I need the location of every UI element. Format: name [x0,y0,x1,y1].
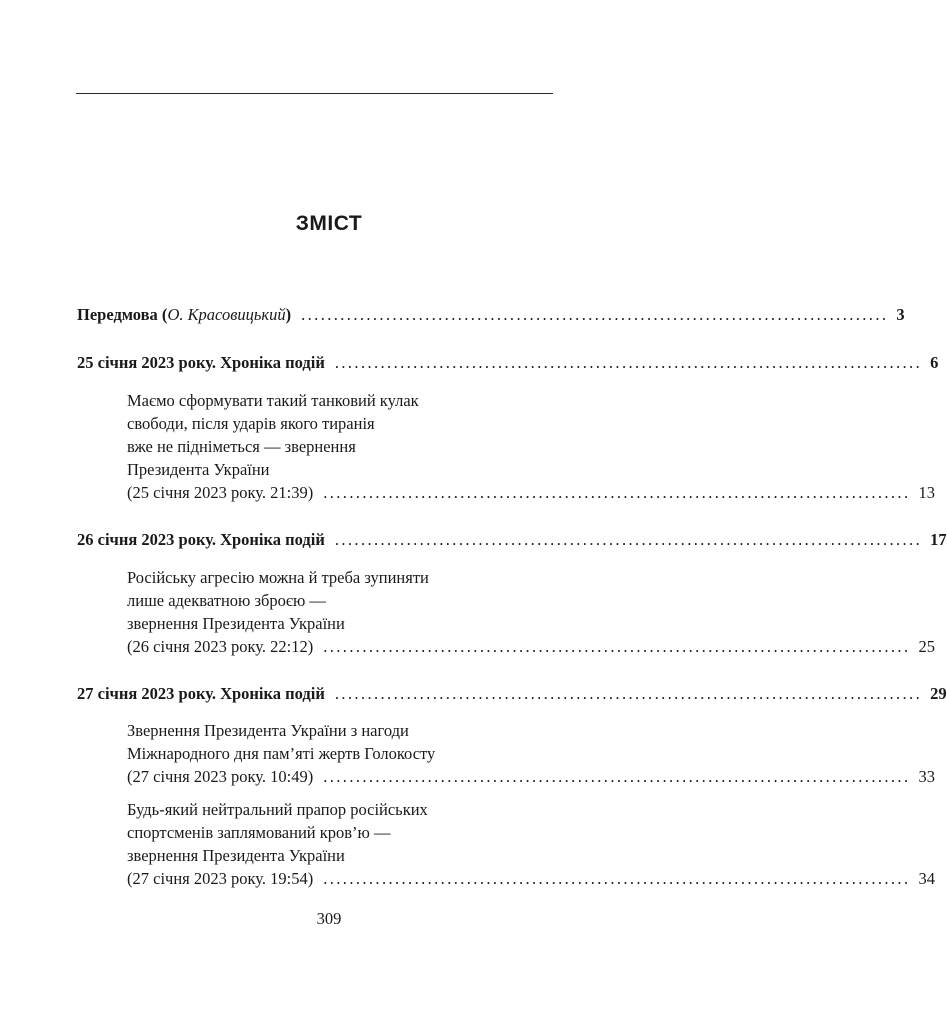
toc-subentry-line: Президента України [127,460,270,479]
toc-subentry[interactable] [127,798,935,890]
toc-entry-page: 13 [918,483,935,502]
toc-subentry-line: вже не підніметься — звернення [127,437,356,456]
toc-entry-jan-27[interactable] [77,682,947,705]
toc-subentry-line: лише адекватною зброєю — [127,591,326,610]
toc-subentry-line: спортсменів заплямований кров’ю — [127,823,391,842]
toc-entry-preface[interactable] [77,303,905,326]
dot-leader: .......................................................................................... [334,530,923,549]
toc-entry-page: 3 [896,305,905,324]
toc-subentry[interactable] [127,389,935,504]
toc-subentry-line: звернення Президента України [127,614,345,633]
toc-entry-jan-25[interactable] [77,351,939,374]
dot-leader: .......................................................................................... [323,483,911,502]
toc-subentry-line: звернення Президента України [127,846,345,865]
toc-entry-title: 25 січня 2023 року. Хроніка подій [77,353,325,372]
dot-leader: .......................................................................................... [323,767,911,786]
dot-leader: .......................................................................................... [334,353,923,372]
toc-entry-title: 27 січня 2023 року. Хроніка подій [77,684,325,703]
toc-entry-title-text: Передмова ( [77,305,168,324]
toc-subentry-date: (27 січня 2023 року. 19:54) [127,869,314,888]
toc-subentry-line: Міжнародного дня пам’яті жертв Голокосту [127,744,436,763]
toc-entry-page: 29 [930,684,947,703]
toc-entry-jan-26[interactable] [77,528,947,551]
toc-entry-page: 25 [918,637,935,656]
toc-entry-page: 34 [918,869,935,888]
toc-subentry[interactable] [127,566,935,658]
toc-subentry-line: Російську агресію можна й треба зупиняти [127,568,429,587]
toc-entry-author: О. Красовицький [167,305,286,324]
dot-leader: .......................................................................................... [301,305,889,324]
toc-subentry-date: (27 січня 2023 року. 10:49) [127,767,314,786]
dot-leader: .......................................................................................... [323,637,911,656]
toc-entry-title-close: ) [285,305,292,324]
header-rule [76,93,553,94]
toc-subentry[interactable] [127,719,935,788]
toc-entry-page: 17 [930,530,947,549]
toc-entry-page: 6 [930,353,939,372]
toc-subentry-date: (25 січня 2023 року. 21:39) [127,483,314,502]
toc-subentry-line: свободи, після ударів якого тиранія [127,414,375,433]
toc-subentry-line: Звернення Президента України з нагоди [127,721,409,740]
toc-subentry-line: Будь-який нейтральний прапор російських [127,800,428,819]
toc-entry-title: 26 січня 2023 року. Хроніка подій [77,530,325,549]
page-number: 309 [316,909,342,928]
toc-entry-page: 33 [918,767,935,786]
page-title: ЗМІСТ [295,212,363,235]
toc-subentry-line: Маємо сформувати такий танковий кулак [127,391,419,410]
dot-leader: .......................................................................................... [334,684,923,703]
toc-subentry-date: (26 січня 2023 року. 22:12) [127,637,314,656]
dot-leader: .......................................................................................... [323,869,911,888]
toc-entry-title [77,303,291,326]
